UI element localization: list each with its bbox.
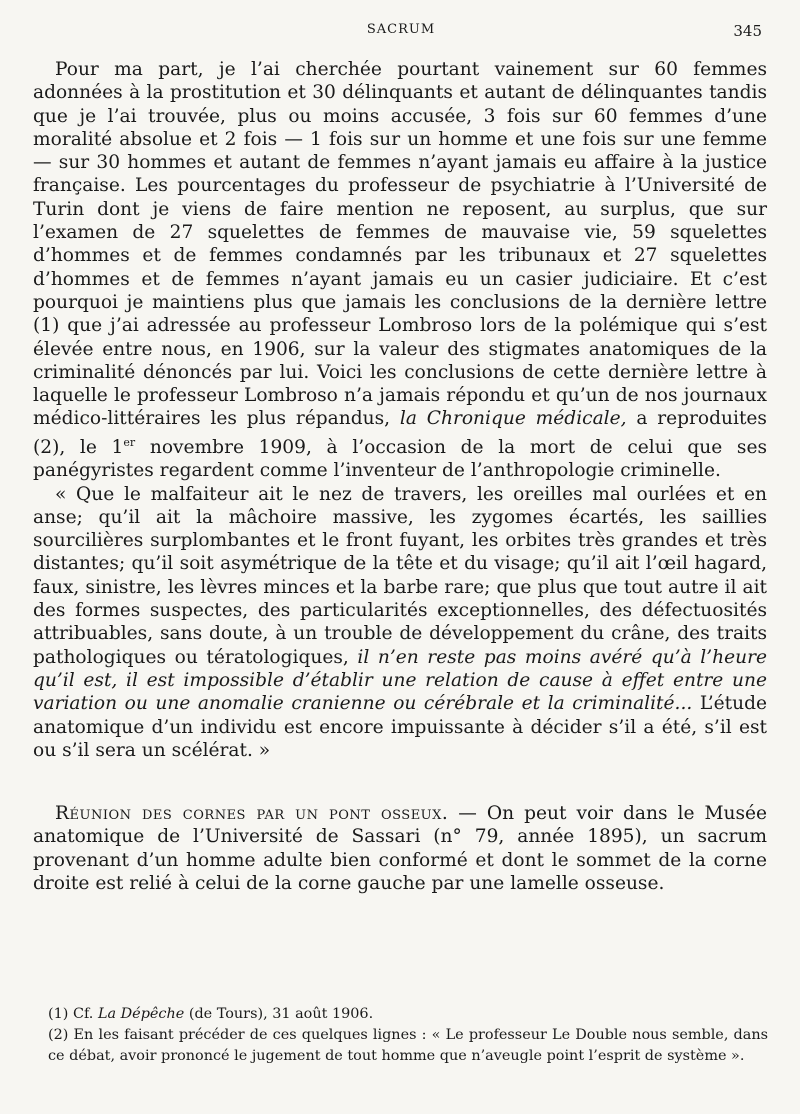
- footnote-1: [48, 1004, 768, 1025]
- footnote-1-journal: La Dépêche: [97, 1006, 185, 1022]
- quote-end: L’étude anatomique d’un individu est encore impuissante à décider s’il a été, s’il est ou s’il sera un scélérat. »: [33, 693, 767, 761]
- footnotes: [48, 1004, 768, 1067]
- footnote-1-number: (1): [48, 1006, 69, 1022]
- footnote-2-text: En les faisant précéder de ces quelques lignes : « Le professeur Le Double nous semble, dans ce débat, avoir prononcé le jugement de tout homme que n’aveugle point l’esprit de système ».: [48, 1027, 768, 1064]
- page-header: [40, 22, 762, 44]
- footnote-1-post: (de Tours), 31 août 1906.: [184, 1006, 374, 1022]
- footnote-2-number: (2): [48, 1027, 69, 1043]
- paragraph-lombroso: [33, 58, 767, 483]
- footnote-1-pre: Cf.: [68, 1006, 98, 1022]
- paragraph-lombroso-cont: a reproduites (2), le 1: [33, 408, 767, 458]
- quotation: [33, 483, 767, 763]
- paragraph-lombroso-text: Pour ma part, je l’ai cherchée pourtant vainement sur 60 femmes adonnées à la prostitution et 30 délinquants et autant de délinquantes tandis que je l’ai trouvée, plus ou moins accusée, 3 fois sur 60 femmes d’une moralité absolue et 2 fois — 1 fois sur un homme et une fois sur une femme — sur 30 hommes et autant de femmes n’ayant jamais eu affaire à la justice française. Les pourcentages du professeur de psychiatrie à l’Université de Turin dont je viens de faire mention ne reposent, au surplus, que sur l’examen de 27 squelettes de femmes de mauvaise vie, 59 squelettes d’hommes et de femmes condamnés par les tribunaux et 27 squelettes d’hommes et de femmes n’ayant jamais eu un casier judiciaire. Et c’est pourquoi je maintiens plus que jamais les conclusions de la dernière lettre (1) que j’ai adressée au professeur Lombroso lors de la polémique qui s’est élevée entre nous, en 1906, sur la valeur des stigmates anatomiques de la criminalité dénoncés par lui. Voici les conclusions de cette dernière lettre à laquelle le professeur Lombroso n’a jamais répondu et qu’un de nos journaux médico-littéraires les plus répandus,: [33, 59, 767, 430]
- section-heading: Réunion des cornes par un pont osseux.: [55, 803, 449, 825]
- quote-start: « Que le malfaiteur ait le nez de travers, les oreilles mal ourlées et en anse; qu’il ait la mâchoire massive, les zygomes écartés, les saillies sourcilières surplombantes et le front fuyant, les orbites très grandes et très distantes; qu’il soit asymétrique de la tête et du visage; qu’il ait l’œil hagard, faux, sinistre, les lèvres minces et la barbe rare; que plus que tout autre il ait des formes suspectes, des particularités exceptionnelles, des défectuosités attribuables, sans doute, à un trouble de développement du crâne, des traits pathologiques ou tératologiques,: [33, 483, 767, 668]
- paragraph-lombroso-end: novembre 1909, à l’occasion de la mort de celui que ses panégyristes regardent comme l’inventeur de l’anthropologie criminelle.: [33, 436, 767, 482]
- main-text: [33, 58, 767, 895]
- running-title: SACRUM: [366, 22, 436, 37]
- journal-title: la Chronique médicale,: [399, 408, 627, 430]
- footnote-2: [48, 1025, 768, 1067]
- quote-italic: il n’en reste pas moins avéré qu’à l’heure qu’il est, il est impossible d’établir une relation de cause à effet entre une variation ou une anomalie cranienne ou cérébrale et la criminalité...: [33, 646, 767, 715]
- ordinal-sup: er: [123, 435, 136, 449]
- section-gap: [33, 762, 767, 802]
- page-number: 345: [733, 22, 762, 40]
- section-paragraph: [33, 802, 767, 895]
- section-text: — On peut voir dans le Musée anatomique de l’Université de Sassari (n° 79, année 1895), un sacrum provenant d’un homme adulte bien conformé et dont le sommet de la corne droite est relié à celui de la corne gauche par une lamelle osseuse.: [33, 803, 768, 894]
